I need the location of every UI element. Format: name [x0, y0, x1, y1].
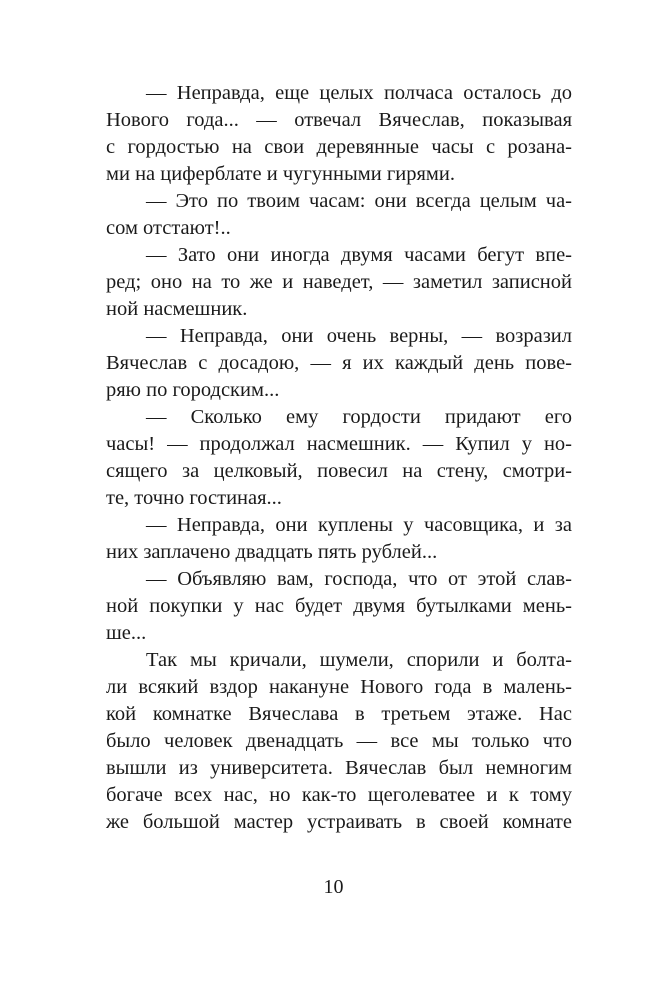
text-line: — Это по твоим часам: они всегда целым ча- — [146, 190, 572, 212]
text-line: ной покупки у нас будет двумя бутылками мень- — [106, 595, 572, 617]
text-line: кой комнатке Вячеслава в третьем этаже. Нас — [106, 703, 572, 725]
text-line: богаче всех нас, но как-то щеголеватее и к тому — [106, 784, 572, 806]
text-line: — Неправда, они куплены у часовщика, и за — [146, 514, 572, 536]
text-line: Так мы кричали, шумели, спорили и болта- — [146, 649, 572, 671]
text-line: ше... — [106, 622, 147, 644]
text-line: сящего за целковый, повесил на стену, смотри- — [106, 460, 572, 482]
text-line: с гордостью на свои деревянные часы с розана- — [106, 136, 572, 158]
text-line: — Неправда, они очень верны, — возразил — [146, 325, 572, 347]
text-line: — Неправда, еще целых полчаса осталось до — [146, 82, 572, 104]
text-line: часы! — продолжал насмешник. — Купил у но- — [106, 433, 572, 455]
text-line: же большой мастер устраивать в своей комнате — [106, 811, 572, 833]
text-line: Нового года... — отвечал Вячеслав, показывая — [106, 109, 572, 131]
text-line: — Объявляю вам, господа, что от этой слав- — [146, 568, 572, 590]
text-line: вышли из университета. Вячеслав был немногим — [106, 757, 572, 779]
page-number: 10 — [323, 876, 344, 898]
text-line: них заплачено двадцать пять рублей... — [106, 541, 438, 563]
text-line: ряю по городским... — [106, 379, 280, 401]
text-line: ред; оно на то же и наведет, — заметил записной — [106, 271, 572, 293]
text-line: было человек двенадцать — все мы только что — [106, 730, 572, 752]
text-line: те, точно гостиная... — [106, 487, 282, 509]
text-line: сом отстают!.. — [106, 217, 231, 239]
text-line: ной насмешник. — [106, 298, 248, 320]
text-line: ми на циферблате и чугунными гирями. — [106, 163, 455, 185]
text-line: — Сколько ему гордости придают его — [146, 406, 572, 428]
text-line: Вячеслав с досадою, — я их каждый день пове- — [106, 352, 572, 374]
text-line: ли всякий вздор накануне Нового года в малень- — [106, 676, 572, 698]
text-line: — Зато они иногда двумя часами бегут впе- — [146, 244, 572, 266]
page-text — [106, 80, 572, 836]
